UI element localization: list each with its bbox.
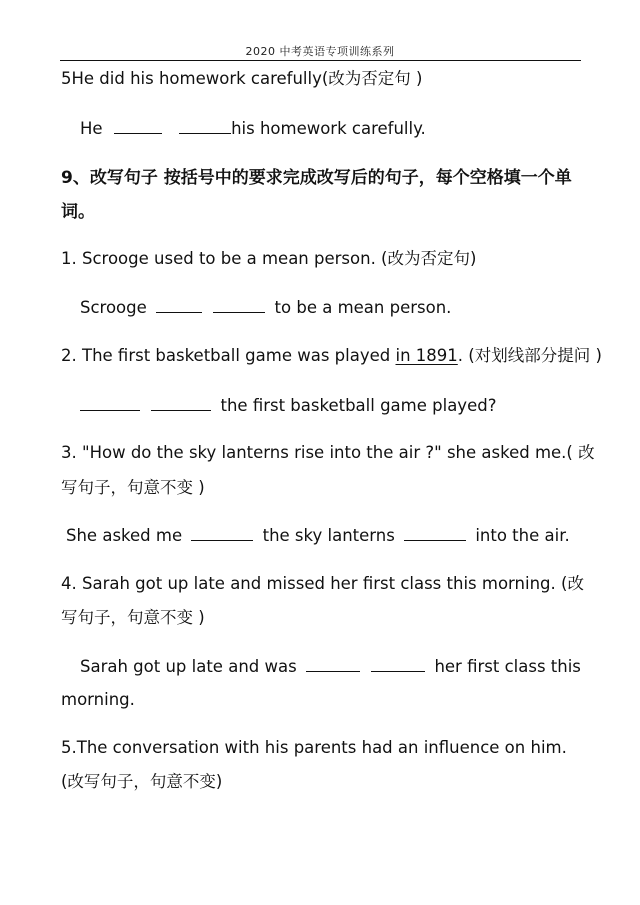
answer-blank[interactable] [80, 394, 140, 411]
answer-2 [80, 394, 496, 417]
prev-item-5-question: 5He did his homework carefully(改为否定句 ) [61, 69, 423, 88]
answer-text-post: his homework carefully. [231, 119, 426, 138]
answer-4-cont: morning. [61, 690, 135, 709]
answer-blank[interactable] [179, 117, 231, 134]
question-text-post: . (对划线部分提问 ) [457, 346, 602, 365]
answer-text-pre: He [80, 119, 103, 138]
answer-text-pre: Scrooge [80, 298, 147, 317]
question-3: 3. "How do the sky lanterns rise into the air ?" she asked me.( 改 [61, 443, 595, 462]
answer-text-pre: She asked me [66, 526, 183, 545]
question-2 [61, 345, 602, 367]
answer-text-mid: the sky lanterns [262, 526, 395, 545]
question-text-pre: 2. The first basketball game was played [61, 346, 391, 365]
answer-text-pre: Sarah got up late and was [80, 657, 297, 676]
answer-blank[interactable] [191, 524, 253, 541]
question-5-cont: (改写句子，句意不变) [61, 772, 223, 791]
question-1: 1. Scrooge used to be a mean person. (改为否定句) [61, 249, 477, 268]
answer-text-post: her first class this [434, 657, 581, 676]
question-3-cont: 写句子，句意不变 ) [61, 478, 205, 497]
answer-blank[interactable] [306, 655, 360, 672]
answer-text-post: to be a mean person. [274, 298, 452, 317]
answer-blank[interactable] [371, 655, 425, 672]
answer-blank[interactable] [213, 296, 265, 313]
answer-1 [80, 296, 451, 319]
answer-blank[interactable] [114, 117, 162, 134]
section-9-heading: 9、改写句子 按括号中的要求完成改写后的句子，每个空格填一个单 [61, 168, 572, 188]
answer-blank[interactable] [404, 524, 466, 541]
answer-blank[interactable] [151, 394, 211, 411]
question-5: 5.The conversation with his parents had an influence on him. [61, 738, 567, 757]
question-4-cont: 写句子，句意不变 ) [61, 608, 205, 627]
section-9-heading-cont: 词。 [61, 202, 95, 222]
header-rule [60, 60, 581, 61]
page-header: 2020 中考英语专项训练系列 [245, 45, 395, 58]
underlined-phrase: in 1891 [395, 346, 458, 365]
question-4: 4. Sarah got up late and missed her first class this morning. (改 [61, 574, 584, 593]
answer-text-post: into the air. [475, 526, 570, 545]
answer-text-post: the first basketball game played? [220, 396, 497, 415]
answer-3 [66, 524, 570, 547]
prev-item-5-answer [80, 117, 426, 140]
answer-4 [80, 655, 581, 678]
answer-blank[interactable] [156, 296, 202, 313]
